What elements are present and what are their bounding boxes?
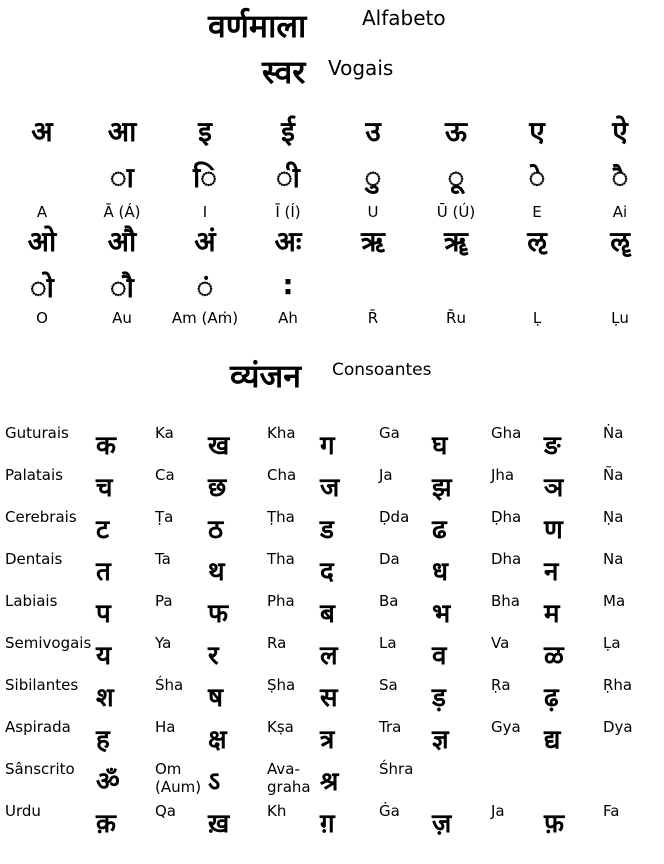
vowel-letter: ॠ — [444, 225, 468, 258]
vowel-letter: औ — [107, 225, 137, 258]
vowel-letter: ऋ — [361, 225, 385, 258]
consonant-letter: ब — [320, 599, 335, 629]
vowel-transliteration: Am (Aṁ) — [171, 309, 239, 327]
consonant-transliteration: Kha — [267, 424, 296, 442]
consonant-letter: च — [96, 473, 113, 503]
consonant-transliteration: Qa — [155, 802, 176, 820]
page-title-devanagari: वर्णमाला — [208, 7, 307, 45]
consonant-letter: ढ़ — [544, 683, 559, 713]
consonant-transliteration: Ṛa — [491, 676, 511, 694]
consonant-letter: स — [320, 683, 338, 713]
consonant-category: Sibilantes — [5, 676, 79, 694]
vowel-matra: ौ — [110, 271, 134, 304]
consonant-transliteration: Ha — [155, 718, 176, 736]
consonant-letter: घ — [432, 431, 448, 461]
consonant-letter: क — [96, 431, 116, 461]
consonant-transliteration: Ma — [603, 592, 626, 610]
consonant-transliteration: Ḷa — [603, 634, 621, 652]
vowel-letter: ओ — [27, 225, 57, 258]
consonant-letter: क़ — [96, 809, 116, 839]
vowel-letter: अ — [31, 115, 53, 148]
vowel-transliteration: Ū (Ú) — [436, 203, 476, 221]
vowel-transliteration: I — [202, 203, 208, 221]
consonant-letter: ण — [544, 515, 563, 545]
consonant-letter: न — [544, 557, 559, 587]
vowel-letter: अः — [274, 225, 302, 258]
consonant-letter: ग़ — [320, 809, 335, 839]
consonant-transliteration: Ḍha — [491, 508, 522, 526]
consonant-transliteration: Sa — [379, 676, 398, 694]
consonant-letter: ज़ — [432, 809, 452, 839]
consonant-letter: थ — [208, 557, 225, 587]
consonant-transliteration: Bha — [491, 592, 520, 610]
consonants-title-devanagari: व्यंजन — [230, 357, 302, 395]
consonant-category: Labiais — [5, 592, 58, 610]
vowel-letter: आ — [107, 115, 137, 148]
consonant-letter: क्ष — [208, 725, 227, 755]
consonant-category: Sânscrito — [5, 760, 75, 778]
vowel-transliteration: Ā (Á) — [103, 203, 141, 221]
consonant-category: Semivogais — [5, 634, 92, 652]
consonant-transliteration: Da — [379, 550, 400, 568]
vowel-transliteration: E — [532, 203, 542, 221]
consonant-transliteration: Kṣa — [267, 718, 294, 736]
vowel-transliteration: U — [367, 203, 379, 221]
consonant-transliteration: Na — [603, 550, 624, 568]
consonant-letter: ठ — [208, 515, 224, 545]
vowel-matra: ो — [30, 271, 54, 304]
consonant-letter: ध — [432, 557, 448, 587]
consonant-transliteration: Ṅa — [603, 424, 624, 442]
vowel-letter: ऌ — [527, 225, 547, 258]
vowels-title-devanagari: स्वर — [262, 53, 306, 91]
vowel-transliteration: R̄u — [446, 309, 466, 327]
consonant-letter: ख — [208, 431, 230, 461]
vowel-matra: : — [282, 268, 294, 301]
vowel-matra: ु — [364, 161, 382, 194]
consonant-transliteration: Cha — [267, 466, 297, 484]
vowel-transliteration: Ḷu — [611, 309, 629, 327]
consonant-letter: य — [96, 641, 112, 671]
consonant-transliteration: La — [379, 634, 397, 652]
consonant-transliteration: Jha — [491, 466, 515, 484]
vowel-letter: ॡ — [610, 225, 630, 258]
consonant-letter: ढ — [432, 515, 447, 545]
consonant-letter: व — [432, 641, 447, 671]
consonant-transliteration: Ṭha — [267, 508, 295, 526]
vowel-matra: े — [528, 161, 546, 194]
consonant-letter: द — [320, 557, 334, 587]
consonant-letter: फ़ — [544, 809, 565, 839]
vowel-transliteration: Ah — [278, 309, 298, 327]
vowel-letter: ई — [281, 115, 295, 148]
vowel-transliteration: Ai — [612, 203, 628, 221]
vowel-matra: ी — [276, 161, 300, 194]
consonant-transliteration: Ṛha — [603, 676, 633, 694]
consonant-letter: छ — [208, 473, 227, 503]
vowel-letter: उ — [365, 115, 381, 148]
consonant-category: Palatais — [5, 466, 63, 484]
vowel-transliteration: Ī (Í) — [275, 203, 301, 221]
consonant-transliteration: Tra — [379, 718, 402, 736]
consonant-transliteration: Ja — [491, 802, 505, 820]
consonant-letter: ऽ — [208, 767, 221, 797]
vowel-matra: ू — [447, 161, 465, 194]
consonant-transliteration: Ava- graha — [267, 760, 311, 796]
consonant-letter: ङ — [544, 431, 561, 461]
page-title-latin: Alfabeto — [362, 6, 446, 30]
consonant-transliteration: Dya — [603, 718, 633, 736]
consonant-category: Dentais — [5, 550, 63, 568]
consonant-letter: ग — [320, 431, 335, 461]
consonant-transliteration: Gha — [491, 424, 522, 442]
consonant-category: Urdu — [5, 802, 41, 820]
consonant-transliteration: Ṣha — [267, 676, 296, 694]
consonant-letter: श — [96, 683, 114, 713]
vowels-title-latin: Vogais — [328, 56, 394, 80]
consonant-letter: म — [544, 599, 560, 629]
consonant-category: Guturais — [5, 424, 69, 442]
vowel-letter: ए — [529, 115, 545, 148]
consonant-transliteration: Ġa — [379, 802, 400, 820]
consonant-transliteration: Ña — [603, 466, 624, 484]
vowel-letter: इ — [198, 115, 212, 148]
vowel-matra: ं — [196, 271, 214, 304]
vowel-transliteration: Ḷ — [532, 309, 542, 327]
consonant-letter: झ — [432, 473, 452, 503]
consonant-transliteration: Dha — [491, 550, 522, 568]
consonant-letter: भ — [432, 599, 451, 629]
vowel-letter: ऊ — [445, 115, 467, 148]
consonant-transliteration: Ta — [155, 550, 171, 568]
consonant-letter: ॐ — [96, 767, 120, 797]
consonant-letter: र — [208, 641, 219, 671]
consonant-transliteration: Ya — [155, 634, 172, 652]
consonant-category: Aspirada — [5, 718, 71, 736]
consonant-transliteration: Va — [491, 634, 510, 652]
vowel-transliteration: A — [36, 203, 48, 221]
consonant-letter: प — [96, 599, 111, 629]
consonant-transliteration: Om (Aum) — [155, 760, 202, 796]
vowel-letter: ऐ — [612, 115, 628, 148]
vowel-transliteration: Au — [112, 309, 132, 327]
consonant-letter: त — [96, 557, 111, 587]
vowel-letter: अं — [194, 225, 216, 258]
consonant-transliteration: Ṭa — [155, 508, 174, 526]
consonant-transliteration: Fa — [603, 802, 620, 820]
consonant-letter: ज — [320, 473, 340, 503]
consonant-letter: ट — [96, 515, 110, 545]
consonant-letter: ड — [320, 515, 334, 545]
consonant-letter: त्र — [320, 725, 335, 755]
consonant-transliteration: Tha — [267, 550, 295, 568]
consonant-transliteration: Ja — [379, 466, 393, 484]
consonant-letter: ञ — [544, 473, 564, 503]
consonant-transliteration: Gya — [491, 718, 521, 736]
vowel-transliteration: R̄ — [367, 309, 379, 327]
consonant-transliteration: Pha — [267, 592, 295, 610]
consonant-transliteration: Ba — [379, 592, 399, 610]
consonant-letter: द्य — [544, 725, 561, 755]
consonant-letter: ष — [208, 683, 224, 713]
consonant-letter: ज्ञ — [432, 725, 449, 755]
consonant-letter: ळ — [544, 641, 564, 671]
vowel-matra: ि — [193, 161, 217, 194]
consonant-letter: श्र — [320, 767, 339, 797]
consonant-transliteration: Pa — [155, 592, 173, 610]
consonant-letter: ख़ — [208, 809, 230, 839]
consonant-transliteration: Ka — [155, 424, 174, 442]
consonants-title-latin: Consoantes — [332, 360, 432, 380]
consonant-letter: ड़ — [432, 683, 446, 713]
consonant-transliteration: Kh — [267, 802, 287, 820]
consonant-transliteration: Śha — [155, 676, 184, 694]
vowel-matra: ै — [611, 161, 629, 194]
consonant-transliteration: Ga — [379, 424, 400, 442]
consonant-category: Cerebrais — [5, 508, 77, 526]
consonant-letter: ह — [96, 725, 110, 755]
consonant-letter: फ — [208, 599, 229, 629]
consonant-transliteration: Śhra — [379, 760, 414, 778]
consonant-transliteration: Ra — [267, 634, 287, 652]
consonant-letter: ल — [320, 641, 338, 671]
consonant-transliteration: Ḍda — [379, 508, 410, 526]
vowel-transliteration: O — [36, 309, 48, 327]
consonant-transliteration: Ca — [155, 466, 175, 484]
consonant-transliteration: Ṇa — [603, 508, 624, 526]
vowel-matra: ा — [110, 161, 134, 194]
